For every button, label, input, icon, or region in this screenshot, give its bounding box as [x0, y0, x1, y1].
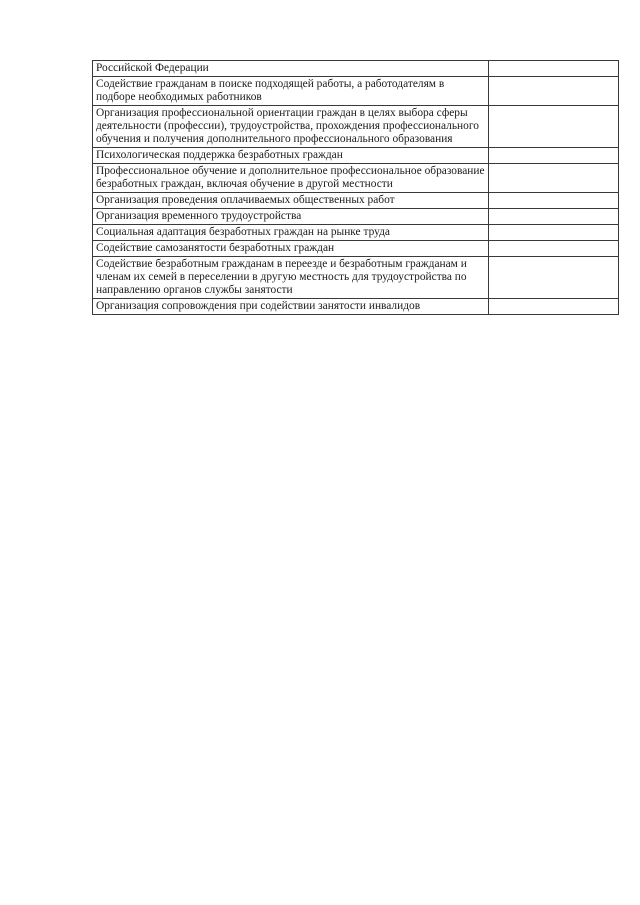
service-name-cell: Содействие безработным гражданам в переезде и безработным гражданам и членам их семей в переселении в другую местность для трудоустройства по направлению органов службы занятости — [93, 257, 489, 299]
service-value-cell — [489, 193, 619, 209]
service-name-cell: Организация временного трудоустройства — [93, 209, 489, 225]
service-name-cell: Организация проведения оплачиваемых общественных работ — [93, 193, 489, 209]
service-value-cell — [489, 148, 619, 164]
service-name-cell: Содействие самозанятости безработных граждан — [93, 241, 489, 257]
table-row — [93, 164, 619, 193]
service-value-cell — [489, 209, 619, 225]
service-name-cell: Социальная адаптация безработных граждан на рынке труда — [93, 225, 489, 241]
table-row — [93, 106, 619, 148]
service-name-cell: Содействие гражданам в поиске подходящей работы, а работодателям в подборе необходимых работников — [93, 77, 489, 106]
service-name-cell: Профессиональное обучение и дополнительное профессиональное образование безработных граждан, включая обучение в другой местности — [93, 164, 489, 193]
table-row — [93, 225, 619, 241]
table-row — [93, 77, 619, 106]
table-row — [93, 257, 619, 299]
service-name-cell: Российской Федерации — [93, 61, 489, 77]
table-row — [93, 193, 619, 209]
table-row — [93, 209, 619, 225]
service-value-cell — [489, 164, 619, 193]
service-value-cell — [489, 241, 619, 257]
service-name-cell: Организация профессиональной ориентации граждан в целях выбора сферы деятельности (профессии), трудоустройства, прохождения профессионального обучения и получения дополнительного профессионального образования — [93, 106, 489, 148]
service-value-cell — [489, 61, 619, 77]
service-value-cell — [489, 225, 619, 241]
service-value-cell — [489, 257, 619, 299]
table-row — [93, 61, 619, 77]
service-name-cell: Психологическая поддержка безработных граждан — [93, 148, 489, 164]
service-name-cell: Организация сопровождения при содействии занятости инвалидов — [93, 299, 489, 315]
table-row — [93, 241, 619, 257]
services-table — [92, 60, 619, 315]
service-value-cell — [489, 77, 619, 106]
service-value-cell — [489, 106, 619, 148]
table-row — [93, 148, 619, 164]
service-value-cell — [489, 299, 619, 315]
table-row — [93, 299, 619, 315]
